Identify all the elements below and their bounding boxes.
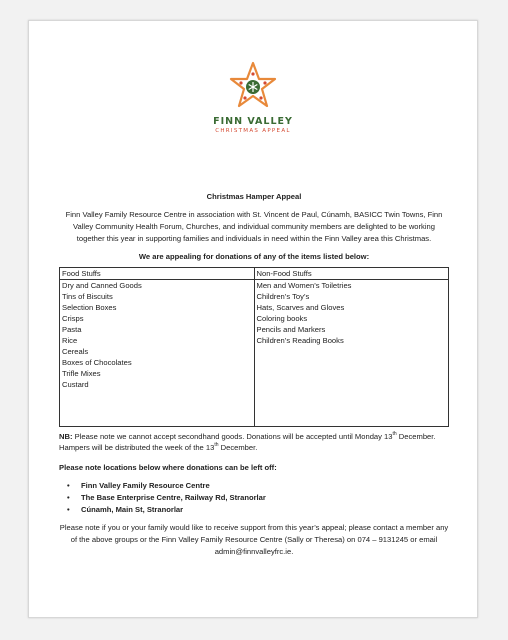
nb-text-2: December. Hampers will be distributed the week of the 13	[59, 432, 436, 452]
food-item: Pasta	[62, 325, 82, 334]
closing-paragraph: Please note if you or your family would like to receive support from this year’s appeal; please contact a member any of the above groups or the Finn Valley Family Resource Centre (Sally or Theresa) on 074 – 9131245 or email admin@finnvalleyfrc.ie.	[59, 523, 449, 556]
document-page	[28, 20, 478, 618]
food-item: Tins of Biscuits	[62, 292, 113, 301]
page-title: Christmas Hamper Appeal	[206, 192, 302, 201]
logo-subtitle: CHRISTMAS APPEAL	[215, 128, 291, 134]
nb-text-3: December.	[218, 443, 258, 452]
donation-items-table	[59, 267, 449, 427]
bullet-icon: •	[67, 505, 70, 514]
food-item: Crisps	[62, 314, 84, 323]
non-food-item: Coloring books	[256, 314, 308, 323]
nb-label: NB:	[59, 432, 73, 441]
food-item: Selection Boxes	[62, 303, 117, 312]
non-food-item: Hats, Scarves and Gloves	[256, 303, 345, 312]
logo-title: FINN VALLEY	[213, 116, 293, 127]
location-text: Finn Valley Family Resource Centre	[81, 481, 210, 490]
food-stuffs-list	[60, 280, 255, 427]
non-food-stuffs-header: Non-Food Stuffs	[254, 268, 449, 280]
location-item	[67, 480, 449, 492]
nb-sup-1: th	[392, 431, 397, 437]
nb-note	[59, 431, 449, 453]
locations-title: Please note locations below where donations can be left off:	[59, 463, 277, 472]
non-food-item: Children’s Toy’s	[256, 292, 310, 301]
food-item: Cereals	[62, 347, 89, 356]
food-item: Dry and Canned Goods	[62, 281, 142, 290]
nb-text-1: Please note we cannot accept secondhand goods. Donations will be accepted until Monday 13	[72, 432, 393, 441]
bullet-icon: •	[67, 493, 70, 502]
intro-paragraph: Finn Valley Family Resource Centre in association with St. Vincent de Paul, Cúnamh, BASICC Twin Towns, Finn Valley Community Health Forum, Churches, and individual community members are delighted to be working together this year in supporting families and individuals in need within the Finn Valley area this Christmas.	[65, 210, 443, 243]
finn-valley-logo	[29, 61, 477, 135]
food-item: Boxes of Chocolates	[62, 358, 132, 367]
non-food-item: Children’s Reading Books	[256, 336, 344, 345]
food-item: Trifle Mixes	[62, 369, 101, 378]
letter-content	[59, 191, 449, 558]
non-food-stuffs-list	[254, 280, 449, 427]
bullet-icon: •	[67, 481, 70, 490]
location-text: The Base Enterprise Centre, Railway Rd, Stranorlar	[81, 493, 266, 502]
locations-list	[59, 480, 449, 516]
food-item: Custard	[62, 380, 89, 389]
non-food-item: Men and Women’s Toiletries	[256, 281, 352, 290]
snowflake-star-icon	[227, 61, 279, 113]
food-stuffs-header: Food Stuffs	[60, 268, 255, 280]
nb-sup-2: th	[214, 442, 219, 448]
food-item: Rice	[62, 336, 78, 345]
location-text: Cúnamh, Main St, Stranorlar	[81, 505, 184, 514]
appeal-heading: We are appealing for donations of any of the items listed below:	[138, 252, 370, 261]
non-food-item: Pencils and Markers	[256, 325, 326, 334]
location-item	[67, 492, 449, 504]
location-item	[67, 504, 449, 516]
